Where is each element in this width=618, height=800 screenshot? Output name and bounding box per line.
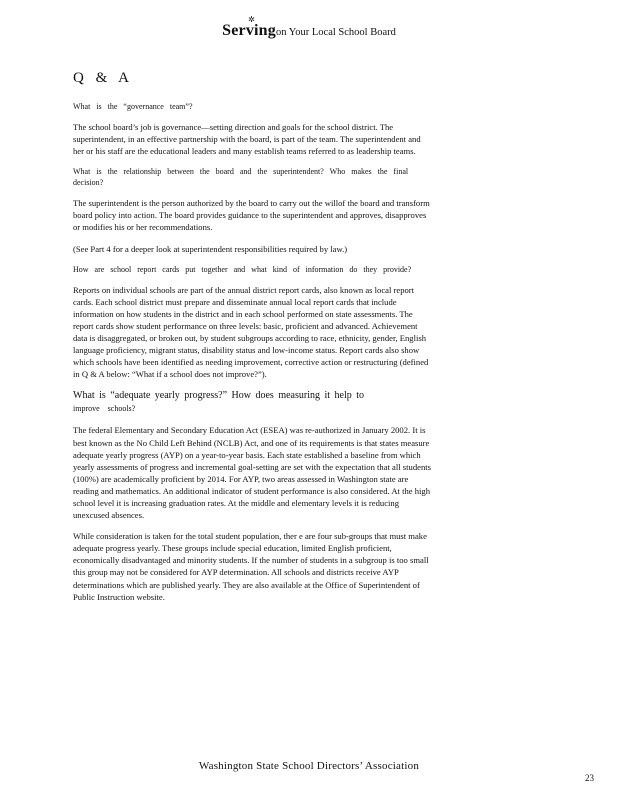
answer-paragraph: The federal Elementary and Secondary Education Act (ESEA) was re-authorized in January 2002. It is best known as the No Child Left Behind (NCLB) Act, and one of its requirements is that states measure adequate yearly progress (AYP) on a year-to-year basis. Each state established a baseline from which yearly assessments of progress and incremental goal-setting are set with the expectation that all students (100%) are academically proficient by 2014. For AYP, two areas assessed in Washington state are reading and mathematics. An additional indicator of student performance is also considered. At the high school level it is increasing graduation rates. At the middle and elementary levels it is reducing unexcused absences. xyxy=(73,425,431,521)
header-brand xyxy=(222,15,276,39)
answer-paragraph: Reports on individual schools are part of the annual district report cards, also known as local report cards. Each school district must prepare and disseminate annual local report cards that include information on how students in the district and in each school performed on state assessments. The report cards show student performance on three levels: basic, proficient and advanced. Achievement data is disaggregated, or broken out, by student subgroups according to race, ethnicity, gender, English language proficiency, migrant status, disability status and low-income status. Report cards also show which schools have been identified as needing improvement, corrective action or restructuring (defined in Q & A below: “What if a school does not improve?”). xyxy=(73,284,429,380)
section-title: Q & A xyxy=(73,70,134,86)
header-brand-text: Serving xyxy=(222,22,276,39)
answer-paragraph: (See Part 4 for a deeper look at superintendent responsibilities required by law.) xyxy=(73,243,348,254)
question-ayp xyxy=(73,389,433,415)
question: How are school report cards put together and what kind of information do they provide? xyxy=(73,264,412,274)
question-ayp-main: What is “adequate yearly progress?” How does measuring it help to xyxy=(73,390,365,402)
question: What is the relationship between the board and the superintendent? Who makes the final decision? xyxy=(73,167,409,188)
running-header xyxy=(0,15,618,40)
question-ayp-cont: improve schools? xyxy=(73,404,136,414)
page-number: 23 xyxy=(585,773,594,783)
answer-paragraph: While consideration is taken for the total student population, ther e are four sub-groups that must make adequate progress yearly. These groups include special education, limited English proficient, economically disadvantaged and minority students. If the number of students in a subgroup is too small this group may not be considered for AYP determination. All schools and districts receive AYP determinations which are published yearly. They are also available at the Office of Superintendent of Public Instruction website. xyxy=(73,531,429,602)
header-rest: on Your Local School Board xyxy=(275,27,396,38)
footer-organization: Washington State School Directors’ Association xyxy=(198,760,420,772)
answer-paragraph: The superintendent is the person authorized by the board to carry out the willof the board and transform board policy into action. The board provides guidance to the superintendent and approves, disapproves or modifies his or her recommendations. xyxy=(73,198,430,233)
sparkle-icon: ✲ xyxy=(248,15,256,24)
page-content xyxy=(73,70,433,612)
question: What is the “governance team”? xyxy=(73,102,193,111)
answer-paragraph: The school board’s job is governance—setting direction and goals for the school district. The superintendent, in an effective partnership with the board, is part of the team. The superintendent and her or his staff are the educational leaders and many establish teams referred to as leadership teams. xyxy=(73,122,421,157)
